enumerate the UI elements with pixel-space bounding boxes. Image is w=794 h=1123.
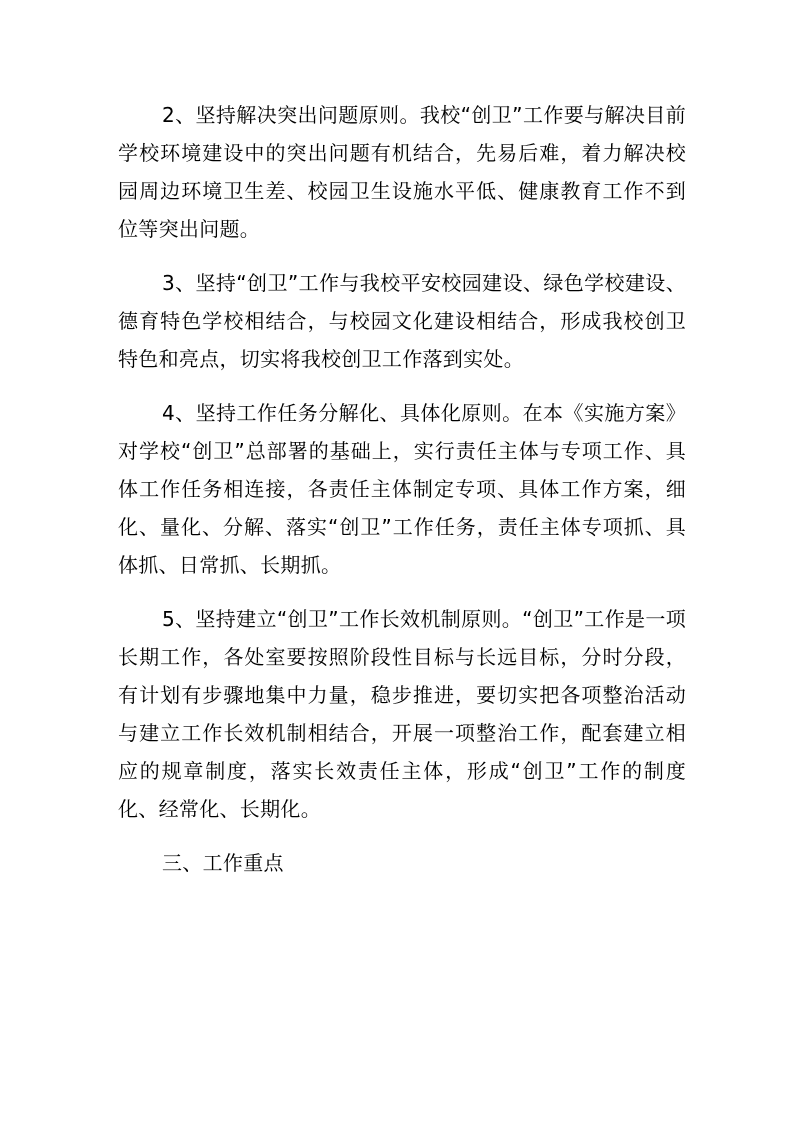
paragraph-principle-2: 2、坚持解决突出问题原则。我校“创卫”工作要与解决目前学校环境建设中的突出问题有机结合，先易后难，着力解决校园周边环境卫生差、校园卫生设施水平低、健康教育工作不到位等突出问题。	[118, 103, 686, 241]
paragraph-principle-5: 5、坚持建立“创卫”工作长效机制原则。“创卫”工作是一项长期工作，各处室要按照阶段性目标与长远目标，分时分段，有计划有步骤地集中力量，稳步推进，要切实把各项整治活动与建立工作长效机制相结合，开展一项整治工作，配套建立相应的规章制度，落实长效责任主体，形成“创卫”工作的制度化、经常化、长期化。	[118, 607, 686, 821]
document-body	[118, 96, 686, 898]
paragraph-principle-3: 3、坚持“创卫”工作与我校平安校园建设、绿色学校建设、德育特色学校相结合，与校园文化建设相结合，形成我校创卫特色和亮点，切实将我校创卫工作落到实处。	[118, 271, 686, 371]
section-heading-work-focus: 三、工作重点	[162, 851, 284, 875]
paragraph-principle-4: 4、坚持工作任务分解化、具体化原则。在本《实施方案》对学校“创卫”总部署的基础上，实行责任主体与专项工作、具体工作任务相连接，各责任主体制定专项、具体工作方案，细化、量化、分解、落实“创卫”工作任务，责任主体专项抓、具体抓、日常抓、长期抓。	[118, 401, 686, 577]
